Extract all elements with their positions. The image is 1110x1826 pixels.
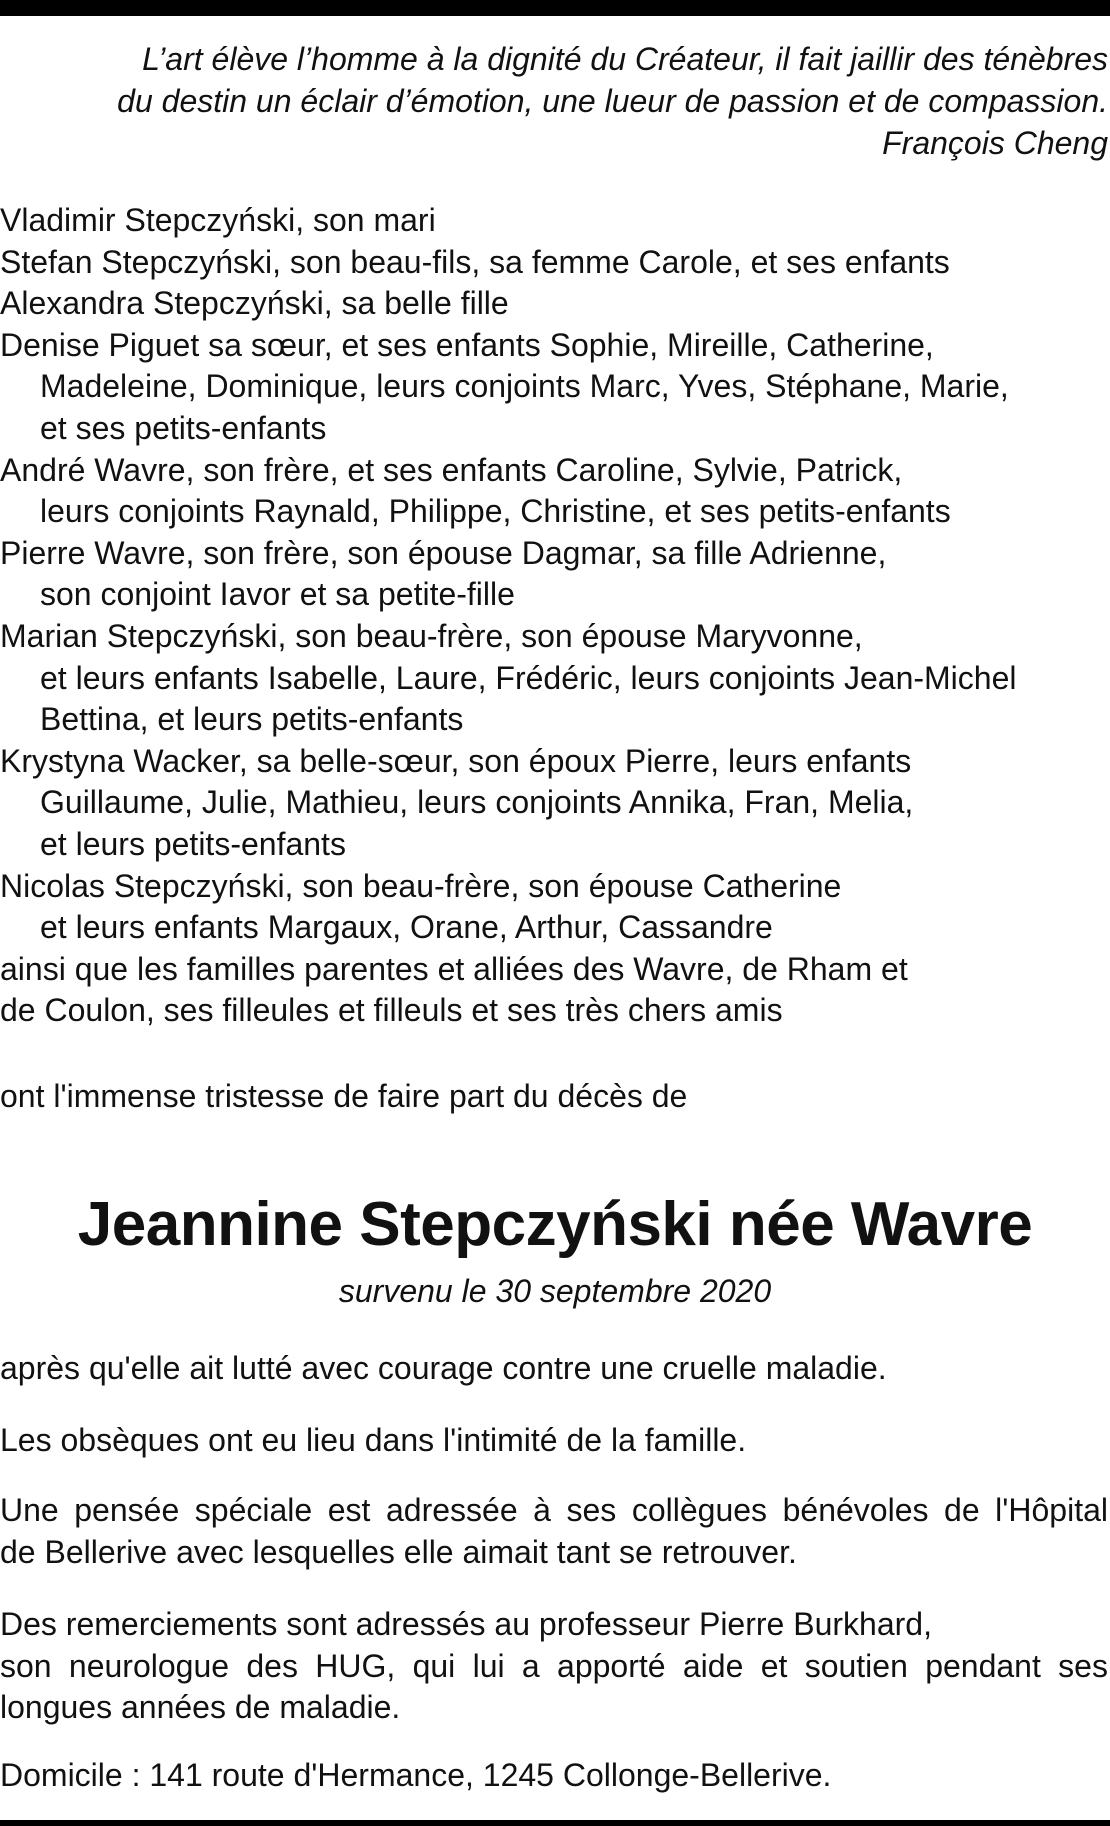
family-line: Marian Stepczyński, son beau-frère, son épouse Maryvonne, [0, 617, 863, 654]
family-line: et leurs enfants Margaux, Orane, Arthur, Cassandre [40, 909, 773, 946]
death-date-line: survenu le 30 septembre 2020 [338, 1273, 772, 1309]
word: ses [1058, 1647, 1108, 1684]
family-line: leurs conjoints Raynald, Philippe, Christine, et ses petits-enfants [40, 493, 951, 530]
word: à [533, 1492, 551, 1528]
family-line: Pierre Wavre, son frère, son épouse Dagmar, sa fille Adrienne, [0, 534, 887, 571]
family-line: ainsi que les familles parentes et alliées des Wavre, de Rham et [0, 950, 908, 987]
word: apporté [557, 1647, 666, 1684]
word: pensée [74, 1492, 180, 1528]
deceased-name: Jeannine Stepczyński née Wavre [77, 1190, 1033, 1259]
family-line: son conjoint Iavor et sa petite-fille [40, 576, 515, 613]
family-line: et leurs petits-enfants [40, 825, 346, 862]
family-line: Stefan Stepczyński, son beau-fils, sa femme Carole, et ses enfants [0, 243, 950, 280]
family-line: Guillaume, Julie, Mathieu, leurs conjoints Annika, Fran, Melia, [40, 784, 914, 821]
word: qui [412, 1647, 456, 1684]
family-line: Vladimir Stepczyński, son mari [0, 202, 436, 238]
paragraph-line-justified [0, 1646, 1108, 1688]
word: est [327, 1492, 371, 1528]
word: des [246, 1647, 298, 1684]
family-line: Madeleine, Dominique, leurs conjoints Marc, Yves, Stéphane, Marie, [40, 368, 1009, 405]
paragraph-line: après qu'elle ait lutté avec courage contre une cruelle maladie. [0, 1350, 887, 1386]
word: et [760, 1647, 788, 1684]
quote-line: L’art élève l’homme à la dignité du Créateur, il fait jaillir des ténèbres [142, 41, 1108, 77]
funeral-paragraph [0, 1420, 1108, 1462]
family-list [0, 200, 1105, 1032]
illness-paragraph [0, 1348, 1108, 1390]
paragraph-line: de Bellerive avec lesquelles elle aimait tant se retrouver. [0, 1533, 797, 1570]
family-line: Bettina, et leurs petits-enfants [40, 701, 464, 738]
word: collègues [631, 1492, 768, 1528]
paragraph-line: Les obsèques ont eu lieu dans l'intimité de la famille. [0, 1422, 747, 1458]
family-line: de Coulon, ses filleules et filleuls et ses très chers amis [0, 992, 783, 1029]
word: HUG, [315, 1647, 396, 1684]
word: Une [0, 1492, 59, 1528]
family-line: André Wavre, son frère, et ses enfants Caroline, Sylvie, Patrick, [0, 451, 903, 488]
word: spéciale [194, 1492, 313, 1528]
announcement-text: ont l'immense tristesse de faire part du décès de [0, 1078, 688, 1114]
word: lui [472, 1647, 505, 1684]
epigraph-quote [8, 38, 1108, 164]
word: a [521, 1647, 540, 1684]
family-line: Krystyna Wacker, sa belle-sœur, son époux Pierre, leurs enfants [0, 742, 912, 779]
word: ses [566, 1492, 617, 1528]
address-paragraph [0, 1755, 1108, 1797]
family-line: Denise Piguet sa sœur, et ses enfants Sophie, Mireille, Catherine, [0, 326, 934, 363]
word: pendant [925, 1647, 1041, 1684]
word: aide [682, 1647, 744, 1684]
paragraph-line: longues années de maladie. [0, 1689, 401, 1726]
paragraph-line-justified [0, 1490, 1108, 1532]
bottom-border-rule [0, 1820, 1110, 1826]
colleagues-paragraph [0, 1490, 1108, 1573]
word: adressée [385, 1492, 518, 1528]
paragraph-line: Des remerciements sont adressés au professeur Pierre Burkhard, [0, 1606, 932, 1642]
word: de [944, 1492, 980, 1528]
word: bénévoles [782, 1492, 929, 1528]
word: son [0, 1647, 52, 1684]
quote-author: François Cheng [882, 125, 1108, 161]
family-line: Nicolas Stepczyński, son beau-frère, son épouse Catherine [0, 867, 842, 904]
domicile-address: Domicile : 141 route d'Hermance, 1245 Collonge-Bellerive. [0, 1757, 832, 1793]
family-line: Alexandra Stepczyński, sa belle fille [0, 285, 509, 322]
family-line: et ses petits-enfants [40, 409, 327, 446]
family-line: et leurs enfants Isabelle, Laure, Frédéric, leurs conjoints Jean-Michel [40, 659, 1017, 696]
word: soutien [804, 1647, 908, 1684]
quote-line: du destin un éclair d’émotion, une lueur de passion et de compassion. [117, 83, 1108, 119]
word: neurologue [68, 1647, 230, 1684]
thanks-paragraph [0, 1604, 1108, 1729]
word: l'Hôpital [995, 1492, 1108, 1528]
top-border-rule [0, 0, 1110, 16]
